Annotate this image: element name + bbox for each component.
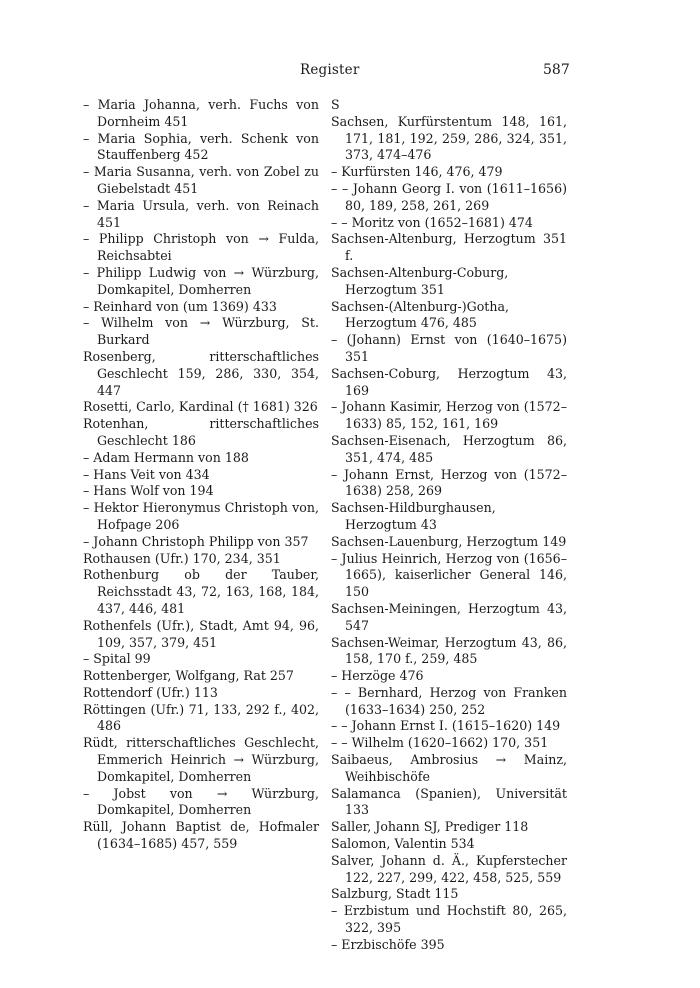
index-entry: – Johann Ernst, Herzog von (1572–1638) 258, 269 xyxy=(331,466,567,499)
index-entry: Salomon, Valentin 534 xyxy=(331,836,475,852)
index-column-left xyxy=(83,97,319,853)
index-entry: Sachsen, Kurfürstentum 148, 161, 171, 181, 192, 259, 286, 324, 351, 373, 474–476 xyxy=(331,113,567,163)
index-entry: Rosetti, Carlo, Kardinal († 1681) 326 xyxy=(83,399,318,415)
index-entry: Salver, Johann d. Ä., Kupferstecher 122, 227, 299, 422, 458, 525, 559 xyxy=(331,852,567,885)
index-entry: Rottenberger, Wolfgang, Rat 257 xyxy=(83,668,294,684)
index-entry: Rüdt, ritterschaftliches Geschlecht, Emmerich Heinrich → Würzburg, Domkapitel, Domherren xyxy=(83,735,319,784)
index-entry: Sachsen-Weimar, Herzogtum 43, 86, 158, 170 f., 259, 485 xyxy=(331,634,567,667)
index-entry: – Herzöge 476 xyxy=(331,668,424,684)
index-entry: Sachsen-Hildburghausen, Herzogtum 43 xyxy=(331,500,496,532)
index-entry: – (Johann) Ernst von (1640–1675) 351 xyxy=(331,332,567,364)
index-entry: Sachsen-Eisenach, Herzogtum 86, 351, 474, 485 xyxy=(331,432,567,465)
index-entry: Sachsen-Lauenburg, Herzogtum 149 xyxy=(331,533,567,549)
index-entry: Rotenhan, ritterschaftliches Geschlecht 186 xyxy=(83,416,319,448)
index-entry: Rothenburg ob der Tauber, Reichsstadt 43, 72, 163, 168, 184, 437, 446, 481 xyxy=(83,567,319,616)
index-entry: – Hektor Hieronymus Christoph von, Hofpage 206 xyxy=(83,500,319,532)
index-entry: – Kurfürsten 146, 476, 479 xyxy=(331,164,503,180)
index-entry: – Johann Kasimir, Herzog von (1572–1633) 85, 152, 161, 169 xyxy=(331,399,567,432)
index-entry: – – Bernhard, Herzog von Franken (1633–1634) 250, 252 xyxy=(331,684,567,717)
index-entry: – Erzbistum und Hochstift 80, 265, 322, 395 xyxy=(331,903,567,936)
index-entry: – Julius Heinrich, Herzog von (1656–1665), kaiserlicher General 146, 150 xyxy=(331,550,567,600)
page-number: 587 xyxy=(543,62,570,78)
index-entry: – – Johann Ernst I. (1615–1620) 149 xyxy=(331,718,561,734)
index-entry: – Wilhelm von → Würzburg, St. Burkard xyxy=(83,315,319,348)
index-entry: – – Wilhelm (1620–1662) 170, 351 xyxy=(331,735,549,751)
index-entry: Saller, Johann SJ, Prediger 118 xyxy=(331,819,529,835)
index-entry: – Maria Susanna, verh. von Zobel zu Giebelstadt 451 xyxy=(83,164,319,196)
index-entry: Sachsen-Altenburg, Herzogtum 351 f. xyxy=(331,231,567,264)
index-entry: – Adam Hermann von 188 xyxy=(83,449,249,465)
index-entry: Saibaeus, Ambrosius → Mainz, Weihbischöfe xyxy=(331,752,567,784)
index-entry: – Maria Sophia, verh. Schenk von Stauffenberg 452 xyxy=(83,130,319,163)
page-header xyxy=(0,62,700,82)
index-entry: – Spital 99 xyxy=(83,651,151,667)
index-entry: Sachsen-Altenburg-Coburg, Herzogtum 351 xyxy=(331,264,509,297)
index-entry: Rüll, Johann Baptist de, Hofmaler (1634–1685) 457, 559 xyxy=(83,819,319,852)
section-letter: S xyxy=(331,97,340,112)
index-entry: Röttingen (Ufr.) 71, 133, 292 f., 402, 486 xyxy=(83,701,319,734)
index-entry: – Johann Christoph Philipp von 357 xyxy=(83,533,309,549)
index-entry: – Maria Johanna, verh. Fuchs von Dornheim 451 xyxy=(83,97,319,129)
running-head-title: Register xyxy=(300,62,360,78)
index-column-right xyxy=(331,97,567,954)
index-entry: Sachsen-(Altenburg-)Gotha, Herzogtum 476, 485 xyxy=(331,298,509,331)
index-entry: – – Moritz von (1652–1681) 474 xyxy=(331,214,533,230)
index-entry: Sachsen-Coburg, Herzogtum 43, 169 xyxy=(331,365,567,398)
index-entry: Rothausen (Ufr.) 170, 234, 351 xyxy=(83,550,281,566)
index-entry: Salamanca (Spanien), Universität 133 xyxy=(331,785,567,818)
index-entry: – – Johann Georg I. von (1611–1656) 80, 189, 258, 261, 269 xyxy=(331,180,567,213)
index-entry: – Philipp Ludwig von → Würzburg, Domkapitel, Domherren xyxy=(83,264,319,297)
index-entry: Rosenberg, ritterschaftliches Geschlecht 159, 286, 330, 354, 447 xyxy=(83,348,319,398)
index-entry: – Reinhard von (um 1369) 433 xyxy=(83,298,277,314)
index-entry: Rottendorf (Ufr.) 113 xyxy=(83,684,218,700)
index-entry: Salzburg, Stadt 115 xyxy=(331,886,459,902)
index-entry: – Maria Ursula, verh. von Reinach 451 xyxy=(83,197,319,230)
index-entry: Sachsen-Meiningen, Herzogtum 43, 547 xyxy=(331,600,567,633)
index-entry: – Jobst von → Würzburg, Domkapitel, Domherren xyxy=(83,785,319,818)
index-entry: – Erzbischöfe 395 xyxy=(331,936,445,952)
index-entry: – Philipp Christoph von → Fulda, Reichsabtei xyxy=(83,231,319,264)
index-entry: Rothenfels (Ufr.), Stadt, Amt 94, 96, 109, 357, 379, 451 xyxy=(83,617,319,650)
index-entry: – Hans Veit von 434 xyxy=(83,466,210,482)
index-entry: – Hans Wolf von 194 xyxy=(83,483,214,499)
